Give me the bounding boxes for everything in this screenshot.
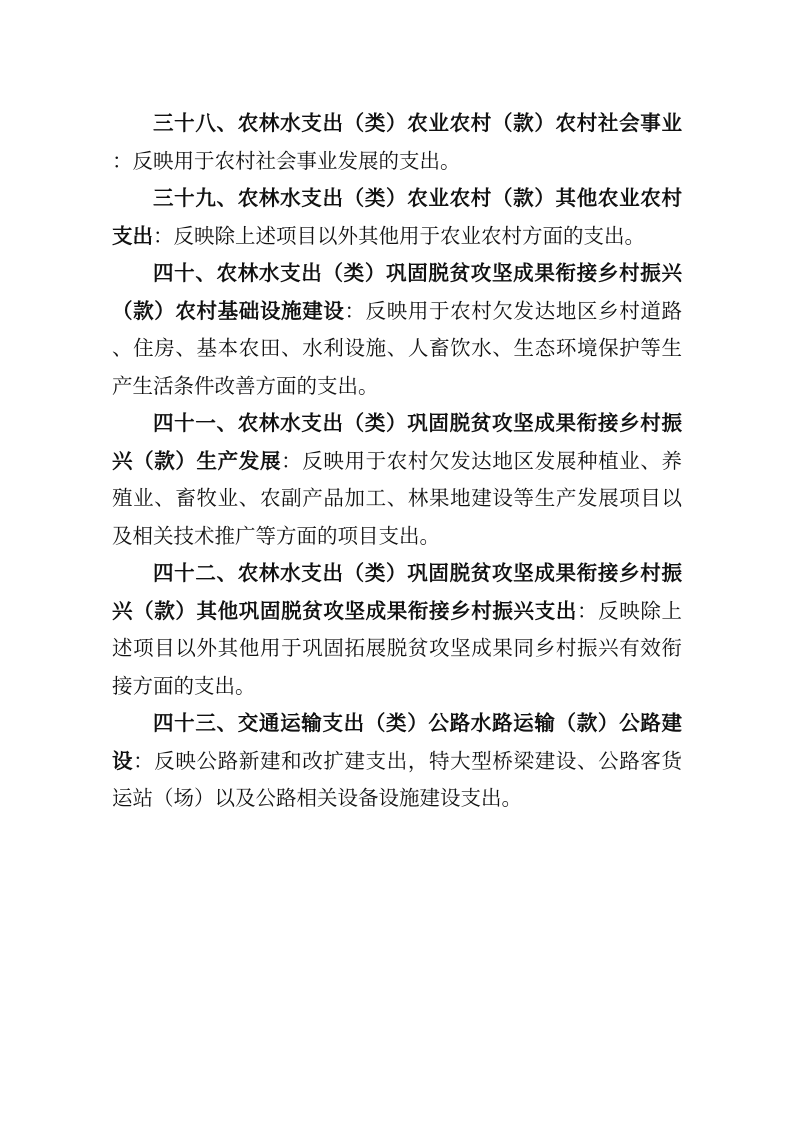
paragraph-43 xyxy=(112,705,682,818)
paragraph-heading: 四十二、农林水支出（类）巩固脱贫攻坚成果衔接乡村振兴（款）其他巩固脱贫攻坚成果衔接乡村振兴支出 xyxy=(112,561,682,623)
paragraph-heading: 四十三、交通运输支出（类）公路水路运输（款）公路建设 xyxy=(112,711,682,773)
paragraph-text: ：反映公路新建和改扩建支出，特大型桥梁建设、公路客货运站（场）以及公路相关设备设施建设支出。 xyxy=(112,748,683,810)
paragraph-text: ：反映用于农村欠发达地区发展种植业、养殖业、畜牧业、农副产品加工、林果地建设等生产发展项目以及相关技术推广等方面的项目支出。 xyxy=(112,448,683,548)
paragraph-heading: 三十九、农林水支出（类）农业农村（款）其他农业农村支出 xyxy=(112,186,682,248)
paragraph-41 xyxy=(112,405,682,555)
paragraph-text: ：反映用于农村社会事业发展的支出。 xyxy=(112,148,461,173)
paragraph-heading: 四十一、农林水支出（类）巩固脱贫攻坚成果衔接乡村振兴（款）生产发展 xyxy=(112,411,682,473)
paragraph-text: ：反映除上述项目以外其他用于农业农村方面的支出。 xyxy=(153,223,645,248)
paragraph-42 xyxy=(112,555,682,705)
paragraph-heading: 四十、农林水支出（类）巩固脱贫攻坚成果衔接乡村振兴（款）农村基础设施建设 xyxy=(112,261,682,323)
paragraph-39 xyxy=(112,180,682,255)
document-body xyxy=(112,105,682,818)
paragraph-heading: 三十八、农林水支出（类）农业农村（款）农村社会事业 xyxy=(153,111,682,135)
paragraph-38 xyxy=(112,105,682,180)
paragraph-text: ：反映除上述项目以外其他用于巩固拓展脱贫攻坚成果同乡村振兴有效衔接方面的支出。 xyxy=(112,598,683,698)
paragraph-text: ：反映用于农村欠发达地区乡村道路、住房、基本农田、水利设施、人畜饮水、生态环境保护等生产生活条件改善方面的支出。 xyxy=(112,298,683,398)
paragraph-40 xyxy=(112,255,682,405)
